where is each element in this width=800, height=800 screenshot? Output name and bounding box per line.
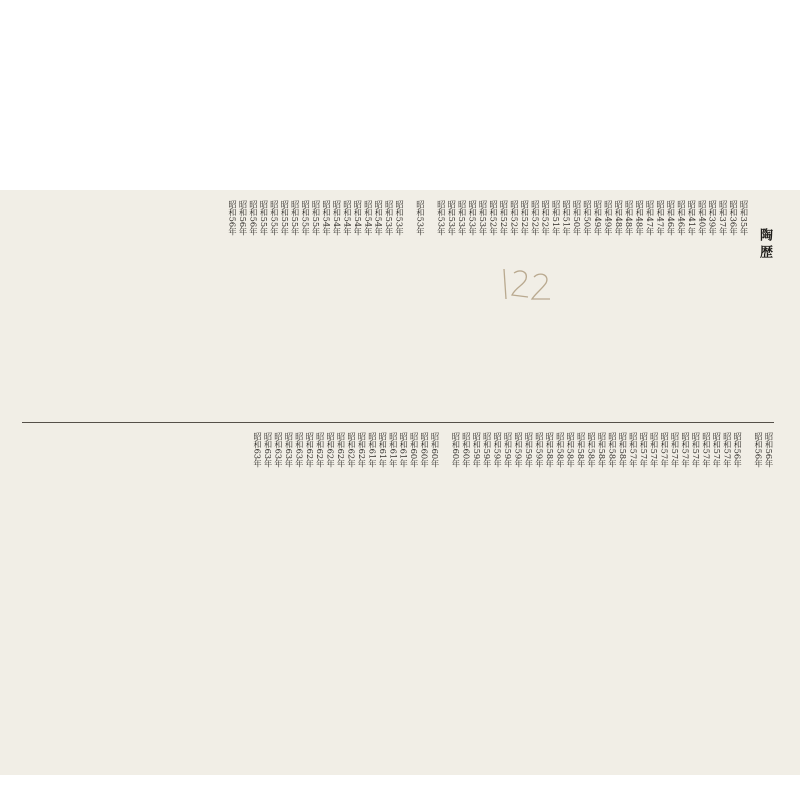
entry-year: 昭和41年 <box>686 200 697 236</box>
entry-year: 昭和62年 <box>356 432 367 468</box>
entry-year: 昭和63年 <box>252 432 263 468</box>
history-entry <box>227 200 237 400</box>
entry-year: 昭和55年 <box>279 200 290 236</box>
history-entry <box>409 432 419 758</box>
history-entry <box>430 432 440 758</box>
history-entry <box>315 432 325 758</box>
history-entry <box>718 200 728 400</box>
history-entry <box>325 432 335 758</box>
entry-year: 昭和60年 <box>461 432 472 468</box>
history-entry <box>555 432 565 758</box>
entry-year: 昭和58年 <box>576 432 587 468</box>
history-entry <box>467 200 477 400</box>
history-entry <box>482 432 492 758</box>
history-entry <box>478 200 488 400</box>
history-entry <box>649 432 659 758</box>
history-entry <box>544 432 554 758</box>
entry-year: 昭和40年 <box>697 200 708 236</box>
entry-year: 昭和53年 <box>446 200 457 236</box>
history-entry <box>659 432 669 758</box>
history-entry <box>300 200 310 400</box>
entry-year: 昭和57年 <box>680 432 691 468</box>
entry-year: 昭和46年 <box>676 200 687 236</box>
entry-year: 昭和58年 <box>607 432 618 468</box>
entry-year: 昭和57年 <box>649 432 660 468</box>
entry-year: 昭和56年 <box>238 200 248 236</box>
entry-year: 昭和56年 <box>764 432 774 468</box>
history-entry <box>624 200 634 400</box>
entry-year: 昭和50年 <box>572 200 582 236</box>
entry-year: 昭和53年 <box>436 200 447 236</box>
history-entry <box>336 432 346 758</box>
entry-year: 昭和54年 <box>331 200 342 236</box>
entry-year: 昭和55年 <box>311 200 322 236</box>
entry-year: 昭和62年 <box>336 432 347 468</box>
history-entry <box>311 200 321 400</box>
history-entry <box>352 200 362 400</box>
history-entry <box>645 200 655 400</box>
history-entry <box>524 432 534 758</box>
entry-year: 昭和63年 <box>294 432 305 468</box>
entry-year: 昭和58年 <box>565 432 576 468</box>
entry-year: 昭和55年 <box>300 200 311 236</box>
entry-year: 昭和52年 <box>519 200 530 236</box>
entry-year: 昭和53年 <box>415 200 426 236</box>
entry-year: 昭和56年 <box>732 432 743 468</box>
entry-year: 昭和52年 <box>509 200 520 236</box>
history-entry <box>488 200 498 400</box>
entry-year: 昭和59年 <box>513 432 524 468</box>
entry-year: 昭和61年 <box>367 432 378 468</box>
pencil-annotation <box>498 263 556 307</box>
entry-year: 昭和51年 <box>551 200 562 236</box>
entry-year: 昭和54年 <box>373 200 384 236</box>
entry-year: 昭和61年 <box>398 432 409 468</box>
entry-year: 昭和53年 <box>467 200 478 236</box>
entry-year: 昭和58年 <box>597 432 607 468</box>
entry-year: 昭和56年 <box>248 200 259 236</box>
history-entry <box>388 432 398 758</box>
entry-year: 昭和59年 <box>523 432 534 468</box>
history-entry <box>294 432 304 758</box>
history-entry <box>743 432 753 758</box>
entry-year: 昭和57年 <box>638 432 649 468</box>
history-entry <box>384 200 394 400</box>
entry-year: 昭和48年 <box>613 200 624 236</box>
history-entry <box>357 432 367 758</box>
history-entry <box>457 200 467 400</box>
entry-year: 昭和60年 <box>419 432 430 468</box>
entry-year: 昭和58年 <box>555 432 566 468</box>
history-entry <box>728 200 738 400</box>
history-entry <box>238 200 248 400</box>
entry-year: 昭和56年 <box>227 200 238 236</box>
entry-year: 昭和53年 <box>478 200 489 236</box>
entry-year: 昭和60年 <box>450 432 461 468</box>
entry-year: 昭和59年 <box>471 432 482 468</box>
history-entry <box>248 200 258 400</box>
entry-year: 昭和55年 <box>269 200 280 236</box>
history-entry <box>425 200 435 400</box>
history-entry <box>701 432 711 758</box>
history-entry <box>697 200 707 400</box>
history-entry <box>753 432 763 758</box>
history-entry <box>367 432 377 758</box>
history-entry <box>655 200 665 400</box>
history-entry <box>686 200 696 400</box>
history-entry <box>342 200 352 400</box>
entry-year: 昭和59年 <box>534 432 545 468</box>
history-entry <box>258 200 268 400</box>
entry-year: 昭和58年 <box>544 432 555 468</box>
history-entry <box>607 432 617 758</box>
entry-year: 昭和62年 <box>346 432 357 468</box>
history-entry <box>666 200 676 400</box>
entry-year: 昭和52年 <box>488 200 499 236</box>
entry-year <box>440 432 450 462</box>
entry-year: 昭和57年 <box>659 432 670 468</box>
entry-year: 昭和39年 <box>707 200 718 236</box>
entry-year: 昭和48年 <box>624 200 635 236</box>
history-entry <box>269 200 279 400</box>
entry-year: 昭和36年 <box>728 200 739 236</box>
entry-year: 昭和59年 <box>482 432 493 468</box>
history-entry <box>283 432 293 758</box>
history-entry <box>332 200 342 400</box>
history-entry <box>398 432 408 758</box>
entry-year: 昭和46年 <box>665 200 676 236</box>
entry-year: 昭和59年 <box>492 432 503 468</box>
entry-year: 昭和63年 <box>283 432 294 468</box>
history-entry <box>471 432 481 758</box>
entry-year: 昭和55年 <box>258 200 269 236</box>
entry-year: 昭和51年 <box>561 200 572 236</box>
section-divider <box>22 422 774 423</box>
history-entry <box>440 432 450 758</box>
history-entry <box>680 432 690 758</box>
history-entry <box>613 200 623 400</box>
history-entry <box>373 200 383 400</box>
history-entry <box>638 432 648 758</box>
history-entry <box>565 432 575 758</box>
career-history-top <box>14 200 774 405</box>
history-entry <box>461 432 471 758</box>
history-entry <box>670 432 680 758</box>
entry-year: 昭和47年 <box>655 200 666 236</box>
entry-year: 昭和61年 <box>388 432 399 468</box>
history-entry <box>279 200 289 400</box>
entry-year: 昭和62年 <box>304 432 315 468</box>
history-entry <box>586 432 596 758</box>
history-entry <box>377 432 387 758</box>
entry-year: 昭和63年 <box>273 432 284 468</box>
entry-year: 昭和58年 <box>617 432 628 468</box>
entry-year <box>426 200 436 230</box>
history-entry <box>691 432 701 758</box>
entry-year: 昭和54年 <box>342 200 353 236</box>
entry-year: 昭和57年 <box>711 432 722 468</box>
history-entry <box>739 200 749 400</box>
entry-year: 昭和48年 <box>634 200 645 236</box>
entry-year: 昭和58年 <box>586 432 597 468</box>
history-entry <box>603 200 613 400</box>
entry-year: 昭和56年 <box>753 432 764 468</box>
career-history-bottom <box>14 432 774 762</box>
entry-year: 昭和57年 <box>628 432 639 468</box>
entry-year: 昭和62年 <box>315 432 326 468</box>
entry-year: 昭和57年 <box>690 432 701 468</box>
entry-year: 昭和35年 <box>739 200 749 236</box>
entry-year: 昭和62年 <box>325 432 336 468</box>
entry-year: 昭和47年 <box>645 200 656 236</box>
entry-year: 昭和54年 <box>363 200 374 236</box>
history-entry <box>321 200 331 400</box>
history-entry <box>290 200 300 400</box>
history-entry <box>582 200 592 400</box>
history-entry <box>436 200 446 400</box>
history-entry <box>492 432 502 758</box>
history-entry <box>764 432 774 758</box>
history-entry <box>711 432 721 758</box>
entry-year: 昭和49年 <box>603 200 614 236</box>
history-entry <box>446 200 456 400</box>
entry-year: 昭和54年 <box>352 200 363 236</box>
entry-year: 昭和50年 <box>582 200 593 236</box>
entry-year <box>405 200 415 230</box>
history-entry <box>576 432 586 758</box>
history-entry <box>617 432 627 758</box>
entry-year: 昭和53年 <box>394 200 405 236</box>
history-entry <box>676 200 686 400</box>
entry-year: 昭和52年 <box>540 200 551 236</box>
entry-year: 昭和49年 <box>592 200 603 236</box>
annotation-text: 152 <box>498 263 500 264</box>
entries-top <box>227 200 749 400</box>
history-entry <box>732 432 742 758</box>
history-entry <box>707 200 717 400</box>
entry-year: 昭和61年 <box>377 432 388 468</box>
entry-year: 昭和57年 <box>722 432 733 468</box>
history-entry <box>722 432 732 758</box>
entry-year: 昭和57年 <box>670 432 681 468</box>
entry-year: 昭和52年 <box>530 200 541 236</box>
history-entry <box>561 200 571 400</box>
entry-year: 昭和37年 <box>718 200 729 236</box>
history-entry <box>415 200 425 400</box>
history-entry <box>304 432 314 758</box>
entry-year: 昭和52年 <box>498 200 509 236</box>
history-entry <box>634 200 644 400</box>
history-entry <box>534 432 544 758</box>
history-entry <box>346 432 356 758</box>
history-entry <box>394 200 404 400</box>
heading-toureki: 陶歴 <box>757 228 772 262</box>
entry-year: 昭和59年 <box>503 432 514 468</box>
entry-year: 昭和60年 <box>409 432 420 468</box>
entry-year: 昭和63年 <box>263 432 273 468</box>
history-entry <box>405 200 415 400</box>
history-entry <box>263 432 273 758</box>
history-entry <box>252 432 262 758</box>
history-entry <box>572 200 582 400</box>
entry-year: 昭和53年 <box>384 200 395 236</box>
entry-year <box>743 432 753 462</box>
history-entry <box>597 432 607 758</box>
history-entry <box>419 432 429 758</box>
history-entry <box>628 432 638 758</box>
history-entry <box>592 200 602 400</box>
history-entry <box>513 432 523 758</box>
entry-year: 昭和54年 <box>321 200 332 236</box>
entry-year: 昭和53年 <box>457 200 468 236</box>
history-entry <box>273 432 283 758</box>
entries-bottom <box>252 432 774 758</box>
entry-year: 昭和60年 <box>430 432 440 468</box>
history-entry <box>450 432 460 758</box>
history-entry <box>363 200 373 400</box>
history-entry <box>503 432 513 758</box>
entry-year: 昭和55年 <box>290 200 301 236</box>
entry-year: 昭和57年 <box>701 432 712 468</box>
